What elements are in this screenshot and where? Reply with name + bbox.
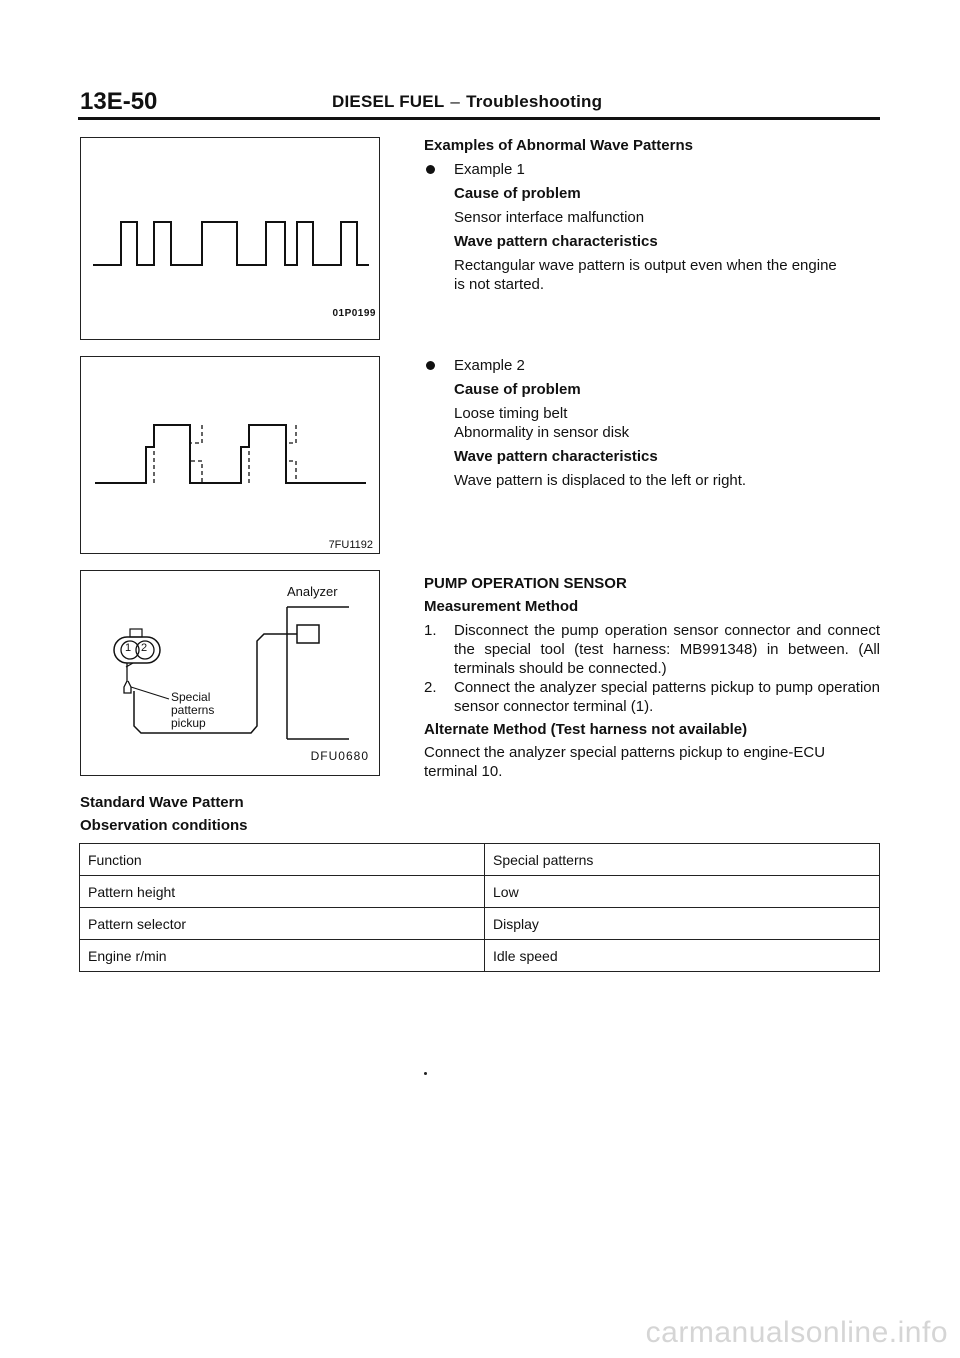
bullet-icon bbox=[426, 165, 435, 174]
measurement-method-label: Measurement Method bbox=[424, 598, 579, 615]
figure-wave-example-1 bbox=[80, 137, 380, 340]
example-2-cause-line2: Abnormality in sensor disk bbox=[454, 424, 630, 441]
table-row bbox=[80, 908, 880, 940]
step-1-number: 1. bbox=[424, 622, 437, 639]
bullet-icon bbox=[426, 361, 435, 370]
example-2-label: Example 2 bbox=[454, 357, 525, 374]
table-cell-value: Display bbox=[485, 908, 880, 940]
table-cell-name: Function bbox=[80, 844, 485, 876]
page-number: 13E-50 bbox=[80, 88, 158, 115]
abnormal-heading: Examples of Abnormal Wave Patterns bbox=[424, 137, 693, 154]
page-title bbox=[332, 92, 602, 112]
example-1-wave-label: Wave pattern characteristics bbox=[454, 233, 658, 250]
example-2-cause-label: Cause of problem bbox=[454, 381, 581, 398]
abnormal-examples bbox=[424, 136, 880, 294]
step-1-text: Disconnect the pump operation sensor connector and connect the special tool (test harness: MB991348) in between. (All terminals should be connected.) bbox=[454, 622, 880, 677]
figure-code-3: DFU0680 bbox=[310, 749, 369, 763]
wave-pattern-2 bbox=[81, 357, 381, 555]
section-name: DIESEL FUEL bbox=[332, 92, 445, 111]
figure-code-2: 7FU1192 bbox=[328, 539, 373, 551]
step-2-number: 2. bbox=[424, 679, 437, 696]
figure-wave-example-2 bbox=[80, 356, 380, 554]
example-1-cause-label: Cause of problem bbox=[454, 185, 581, 202]
title-dash: – bbox=[450, 92, 461, 111]
pump-title: PUMP OPERATION SENSOR bbox=[424, 575, 627, 592]
example-1-title bbox=[424, 160, 880, 179]
observation-table bbox=[79, 843, 880, 972]
example-2-cause-line1: Loose timing belt bbox=[454, 405, 568, 422]
table-row bbox=[80, 844, 880, 876]
table-cell-value: Low bbox=[485, 876, 880, 908]
alternate-method-label: Alternate Method (Test harness not available) bbox=[424, 721, 748, 738]
subsection-name: Troubleshooting bbox=[466, 92, 603, 111]
example-2-block bbox=[424, 356, 880, 490]
standard-wave-heading: Standard Wave Pattern bbox=[80, 794, 244, 811]
figure-analyzer-connection bbox=[80, 570, 380, 776]
observation-conditions-heading: Observation conditions bbox=[80, 817, 248, 834]
example-1-wave-line2: is not started. bbox=[454, 276, 545, 293]
table-cell-name: Engine r/min bbox=[80, 940, 485, 972]
alternate-method-text: Connect the analyzer special patterns pickup to engine-ECU terminal 10. bbox=[424, 744, 826, 780]
example-1-wave-line1: Rectangular wave pattern is output even when the engine bbox=[454, 257, 837, 274]
pickup-label-line3: pickup bbox=[171, 716, 206, 730]
table-cell-name: Pattern height bbox=[80, 876, 485, 908]
table-row bbox=[80, 940, 880, 972]
connection-diagram bbox=[81, 571, 381, 777]
header-rule bbox=[78, 117, 880, 120]
analyzer-label: Analyzer bbox=[287, 584, 338, 599]
figure-code-1: 01P0199 bbox=[332, 308, 376, 319]
stray-dot bbox=[424, 1072, 427, 1075]
pickup-label-line2: patterns bbox=[171, 703, 215, 717]
terminal-1-label: 1 bbox=[125, 642, 132, 654]
terminal-2-label: 2 bbox=[141, 642, 148, 654]
step-2-text: Connect the analyzer special patterns pickup to pump operation sensor connector terminal (1). bbox=[454, 679, 880, 715]
pump-sensor-section bbox=[424, 574, 880, 781]
pickup-label-line1: Special bbox=[171, 690, 211, 704]
table-row bbox=[80, 876, 880, 908]
watermark: carmanualsonline.info bbox=[645, 1316, 948, 1349]
example-2-title bbox=[424, 356, 880, 375]
table-cell-value: Special patterns bbox=[485, 844, 880, 876]
step-1 bbox=[424, 621, 880, 678]
table-cell-name: Pattern selector bbox=[80, 908, 485, 940]
example-2-wave: Wave pattern is displaced to the left or right. bbox=[454, 472, 747, 489]
step-2 bbox=[424, 678, 880, 716]
pickup-label bbox=[171, 691, 214, 730]
example-1-cause: Sensor interface malfunction bbox=[454, 209, 645, 226]
example-2-wave-label: Wave pattern characteristics bbox=[454, 448, 658, 465]
table-cell-value: Idle speed bbox=[485, 940, 880, 972]
example-1-label: Example 1 bbox=[454, 161, 525, 178]
